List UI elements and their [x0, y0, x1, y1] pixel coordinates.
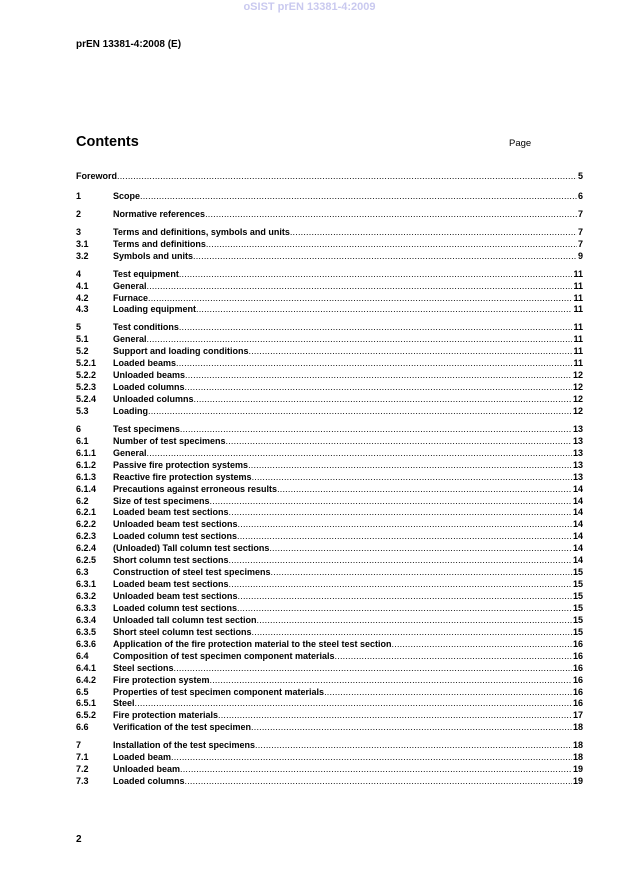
toc-entry-number: 5.2.2	[76, 370, 97, 381]
toc-entry-page: 11	[573, 268, 583, 279]
toc-entry-title: Unloaded tall column test section	[113, 614, 257, 625]
dot-leader	[194, 394, 572, 406]
toc-entry-title: Composition of test specimen component materials	[113, 650, 335, 661]
toc-entry-page: 14	[572, 531, 583, 542]
toc-entry-number: 5.2	[76, 346, 89, 357]
dot-leader	[185, 370, 572, 382]
toc-entry[interactable]	[76, 496, 583, 508]
toc-entry[interactable]	[76, 358, 583, 370]
dot-leader	[255, 740, 572, 752]
toc-entry[interactable]	[76, 567, 583, 579]
toc-entry-title: Symbols and units	[113, 250, 194, 261]
toc-entry-title: Terms and definitions	[113, 238, 206, 249]
dot-leader	[210, 675, 572, 687]
toc-entry-page: 6	[577, 190, 583, 201]
toc-entry-page: 12	[572, 370, 583, 381]
toc-entry-title: General	[113, 447, 147, 458]
toc-entry-title: Number of test specimens	[113, 435, 226, 446]
dot-leader	[218, 710, 572, 722]
toc-entry-title: Loading	[113, 405, 148, 416]
toc-entry-page: 12	[572, 382, 583, 393]
toc-entry-number: 3.2	[76, 250, 89, 261]
dot-leader	[237, 531, 572, 543]
toc-entry-page: 15	[572, 614, 583, 625]
toc-entry[interactable]	[76, 191, 583, 203]
toc-entry-page: 13	[572, 471, 583, 482]
toc-entry[interactable]	[76, 507, 583, 519]
toc-entry-number: 6.1.1	[76, 447, 97, 458]
toc-entry[interactable]	[76, 579, 583, 591]
toc-group	[76, 209, 583, 221]
dot-leader	[174, 663, 572, 675]
toc-entry[interactable]	[76, 171, 583, 183]
toc-entry-title: (Unloaded) Tall column test sections	[113, 543, 270, 554]
toc-entry-page: 14	[572, 507, 583, 518]
dot-leader	[229, 579, 572, 591]
toc-entry-title: Verification of the test specimen	[113, 722, 252, 733]
toc-entry[interactable]	[76, 394, 583, 406]
toc-entry-title: Loaded beam	[113, 752, 172, 763]
dot-leader	[229, 507, 572, 519]
toc-entry-title: Terms and definitions, symbols and units	[113, 226, 290, 237]
dot-leader	[324, 687, 572, 699]
toc-entry-page: 15	[572, 567, 583, 578]
contents-title: Contents	[76, 134, 139, 150]
dot-leader	[205, 209, 577, 221]
toc-entry-number: 6.3.5	[76, 626, 97, 637]
toc-entry-number: 6.3.3	[76, 602, 97, 613]
toc-entry[interactable]	[76, 555, 583, 567]
page-column-label: Page	[509, 138, 532, 149]
table-of-contents	[76, 171, 583, 794]
toc-entry-page: 11	[573, 280, 583, 291]
toc-entry-number: 5.3	[76, 405, 89, 416]
toc-entry-page: 18	[572, 740, 583, 751]
toc-entry-page: 11	[573, 292, 583, 303]
toc-group	[76, 227, 583, 263]
dot-leader	[257, 615, 572, 627]
toc-entry-page: 18	[572, 722, 583, 733]
toc-entry-page: 15	[572, 579, 583, 590]
dot-leader	[147, 281, 573, 293]
dot-leader	[252, 627, 572, 639]
toc-entry-page: 14	[572, 495, 583, 506]
toc-entry-page: 12	[572, 394, 583, 404]
toc-entry-title: Loaded columns	[113, 382, 185, 393]
toc-entry-title: Short steel column test sections	[113, 626, 252, 637]
toc-entry-page: 9	[577, 250, 583, 261]
toc-entry-title: Short column test sections	[113, 555, 229, 566]
dot-leader	[148, 293, 572, 305]
toc-entry-title: Normative references	[113, 208, 206, 219]
toc-entry[interactable]	[76, 424, 583, 436]
toc-entry-title: Loaded columns	[113, 776, 185, 787]
toc-entry-title: Steel	[113, 698, 135, 709]
dot-leader	[271, 567, 572, 579]
toc-entry-title: Construction of steel test specimens	[113, 567, 271, 578]
toc-entry-page: 16	[572, 662, 583, 673]
toc-entry-title: Loaded column test sections	[113, 531, 238, 542]
toc-group	[76, 171, 583, 183]
toc-entry-title: Precautions against erroneous results	[113, 483, 278, 494]
toc-entry-page: 14	[572, 543, 583, 554]
toc-group	[76, 424, 583, 734]
toc-entry-page: 5	[577, 171, 583, 181]
toc-entry[interactable]	[76, 764, 583, 776]
dot-leader	[147, 334, 573, 346]
toc-entry-title: Unloaded beams	[113, 370, 186, 381]
toc-entry[interactable]	[76, 710, 583, 722]
toc-entry[interactable]	[76, 239, 583, 251]
toc-entry-title: Fire protection system	[113, 674, 210, 685]
toc-entry-title: Unloaded beam test sections	[113, 519, 238, 530]
toc-entry-number: 6.1.3	[76, 471, 97, 482]
dot-leader	[290, 227, 577, 239]
dot-leader	[335, 651, 572, 663]
toc-entry[interactable]	[76, 346, 583, 358]
toc-entry[interactable]	[76, 591, 583, 603]
toc-entry-number: 6.2.5	[76, 555, 97, 566]
toc-entry-title: Loaded beam test sections	[113, 507, 229, 518]
dot-leader	[176, 358, 572, 370]
toc-entry[interactable]	[76, 334, 583, 346]
dot-leader	[237, 603, 572, 615]
toc-entry-title: Reactive fire protection systems	[113, 471, 252, 482]
toc-entry-title: Steel sections	[113, 662, 174, 673]
toc-entry-page: 15	[572, 602, 583, 613]
toc-entry-page: 16	[572, 638, 583, 649]
page-number: 2	[76, 834, 82, 845]
toc-entry[interactable]	[76, 436, 583, 448]
toc-entry-title: Loading equipment	[113, 304, 196, 315]
toc-entry-number: 6	[76, 423, 82, 434]
toc-entry-page: 13	[572, 459, 583, 470]
toc-entry[interactable]	[76, 627, 583, 639]
toc-entry-number: 6.2.1	[76, 507, 97, 518]
toc-entry-number: 7.1	[76, 752, 89, 763]
dot-leader	[249, 346, 573, 358]
toc-entry-page: 15	[572, 591, 583, 601]
toc-entry-page: 11	[573, 322, 583, 333]
dot-leader	[180, 424, 572, 436]
toc-entry-title: Size of test specimens	[113, 495, 210, 506]
watermark: oSIST prEN 13381-4:2009	[243, 1, 376, 13]
toc-entry[interactable]	[76, 209, 583, 221]
toc-entry-title: Application of the fire protection material to the steel test section	[113, 638, 392, 649]
toc-entry-title: Support and loading conditions	[113, 346, 249, 357]
toc-entry-page: 13	[572, 447, 583, 458]
dot-leader	[140, 191, 577, 203]
toc-entry[interactable]	[76, 752, 583, 764]
toc-entry-title: Foreword	[76, 171, 118, 181]
toc-entry-number: 5.2.1	[76, 358, 97, 369]
toc-entry-number: 6.1	[76, 435, 89, 446]
dot-leader	[238, 519, 572, 531]
dot-leader	[185, 776, 572, 788]
toc-entry-page: 16	[572, 674, 583, 685]
toc-entry-number: 6.4.2	[76, 674, 97, 685]
dot-leader	[392, 639, 572, 651]
toc-entry-page: 11	[573, 346, 583, 357]
toc-entry-number: 7.2	[76, 764, 89, 775]
toc-entry-page: 16	[572, 650, 583, 661]
toc-entry-number: 3	[76, 226, 82, 237]
toc-entry-number: 6.2.2	[76, 519, 97, 530]
toc-entry-page: 15	[572, 626, 583, 637]
toc-entry-title: Furnace	[113, 292, 149, 303]
toc-entry[interactable]	[76, 227, 583, 239]
toc-entry-title: General	[113, 280, 147, 291]
toc-entry[interactable]	[76, 370, 583, 382]
toc-entry-page: 16	[572, 686, 583, 697]
toc-entry-number: 7	[76, 740, 82, 751]
dot-leader	[171, 752, 572, 764]
toc-entry-number: 4.3	[76, 304, 89, 315]
toc-entry-number: 4.1	[76, 280, 89, 291]
toc-entry[interactable]	[76, 460, 583, 472]
toc-entry[interactable]	[76, 406, 583, 418]
toc-entry[interactable]	[76, 293, 583, 305]
toc-entry[interactable]	[76, 543, 583, 555]
dot-leader	[226, 436, 572, 448]
toc-entry[interactable]	[76, 304, 583, 316]
toc-entry-number: 6.3.4	[76, 614, 97, 625]
toc-entry-number: 6.5.1	[76, 698, 97, 709]
toc-entry-page: 7	[577, 208, 583, 219]
toc-entry-title: Unloaded beam	[113, 764, 181, 775]
toc-entry[interactable]	[76, 740, 583, 752]
toc-entry[interactable]	[76, 687, 583, 699]
dot-leader	[185, 382, 572, 394]
toc-entry[interactable]	[76, 269, 583, 281]
toc-entry-title: Fire protection materials	[113, 710, 219, 721]
toc-entry[interactable]	[76, 531, 583, 543]
toc-entry-title: Loaded beams	[113, 358, 177, 369]
toc-entry-number: 6.1.4	[76, 483, 97, 494]
document-header: prEN 13381-4:2008 (E)	[76, 39, 182, 50]
toc-entry-page: 11	[573, 334, 583, 345]
toc-entry-page: 7	[577, 238, 583, 249]
toc-entry-page: 14	[572, 555, 583, 566]
toc-entry-page: 11	[573, 358, 583, 369]
toc-entry-number: 2	[76, 208, 82, 219]
toc-entry[interactable]	[76, 519, 583, 531]
toc-entry-page: 12	[572, 405, 583, 416]
toc-entry-number: 6.2	[76, 495, 89, 506]
toc-entry-title: Installation of the test specimens	[113, 740, 256, 751]
toc-entry[interactable]	[76, 281, 583, 293]
toc-entry-number: 5	[76, 322, 82, 333]
toc-entry[interactable]	[76, 776, 583, 788]
toc-entry[interactable]	[76, 322, 583, 334]
toc-entry-number: 4.2	[76, 292, 89, 303]
toc-entry[interactable]	[76, 382, 583, 394]
toc-entry-number: 6.5	[76, 686, 89, 697]
toc-entry[interactable]	[76, 698, 583, 710]
dot-leader	[210, 496, 572, 508]
dot-leader	[238, 591, 572, 603]
dot-leader	[229, 555, 572, 567]
toc-entry-number: 6.3.6	[76, 638, 97, 649]
toc-group	[76, 269, 583, 317]
toc-entry-number: 3.1	[76, 238, 89, 249]
toc-entry-page: 13	[572, 423, 583, 434]
dot-leader	[196, 304, 572, 316]
toc-entry-title: Loaded beam test sections	[113, 579, 229, 590]
toc-entry-title: Test equipment	[113, 268, 179, 279]
dot-leader	[277, 484, 572, 496]
toc-group	[76, 322, 583, 418]
toc-entry-title: General	[113, 334, 147, 345]
toc-entry[interactable]	[76, 675, 583, 687]
toc-entry[interactable]	[76, 639, 583, 651]
dot-leader	[179, 322, 573, 334]
toc-entry-number: 6.3	[76, 567, 89, 578]
toc-entry-number: 1	[76, 190, 82, 201]
toc-entry-page: 11	[573, 304, 583, 315]
toc-entry[interactable]	[76, 448, 583, 460]
toc-entry-number: 5.2.4	[76, 394, 97, 404]
dot-leader	[179, 269, 573, 281]
dot-leader	[180, 764, 572, 776]
toc-entry-number: 6.6	[76, 722, 89, 733]
toc-entry-page: 16	[572, 698, 583, 709]
dot-leader	[251, 722, 572, 734]
toc-entry-title: Test specimens	[113, 423, 180, 434]
dot-leader	[252, 472, 572, 484]
dot-leader	[148, 406, 572, 418]
toc-entry-title: Scope	[113, 190, 141, 201]
toc-entry-number: 4	[76, 268, 82, 279]
toc-entry[interactable]	[76, 663, 583, 675]
toc-entry-page: 19	[572, 776, 583, 787]
dot-leader	[248, 460, 572, 472]
toc-entry-page: 19	[572, 764, 583, 775]
toc-entry-title: Loaded column test sections	[113, 602, 238, 613]
toc-entry[interactable]	[76, 603, 583, 615]
toc-entry-page: 14	[572, 483, 583, 494]
toc-entry-page: 13	[572, 435, 583, 446]
toc-entry-title: Test conditions	[113, 322, 179, 333]
toc-entry-page: 7	[577, 226, 583, 237]
toc-entry-title: Passive fire protection systems	[113, 459, 249, 470]
toc-entry-title: Unloaded columns	[113, 394, 194, 404]
toc-entry-number: 6.3.2	[76, 591, 97, 601]
dot-leader	[135, 698, 572, 710]
toc-entry[interactable]	[76, 615, 583, 627]
dot-leader	[269, 543, 572, 555]
dot-leader	[147, 448, 572, 460]
toc-entry-number: 6.5.2	[76, 710, 97, 721]
dot-leader	[117, 171, 577, 183]
toc-group	[76, 191, 583, 203]
toc-entry[interactable]	[76, 651, 583, 663]
toc-entry[interactable]	[76, 722, 583, 734]
toc-entry-number: 5.1	[76, 334, 89, 345]
toc-entry-number: 7.3	[76, 776, 89, 787]
toc-entry[interactable]	[76, 251, 583, 263]
toc-entry-number: 6.2.4	[76, 543, 97, 554]
toc-entry-number: 5.2.3	[76, 382, 97, 393]
toc-entry[interactable]	[76, 472, 583, 484]
toc-entry[interactable]	[76, 484, 583, 496]
toc-entry-number: 6.2.3	[76, 531, 97, 542]
toc-group	[76, 740, 583, 788]
toc-entry-number: 6.4	[76, 650, 89, 661]
toc-entry-number: 6.1.2	[76, 459, 97, 470]
toc-entry-page: 18	[572, 752, 583, 763]
toc-entry-number: 6.3.1	[76, 579, 97, 590]
toc-entry-title: Properties of test specimen component materials	[113, 686, 325, 697]
toc-entry-title: Unloaded beam test sections	[113, 591, 238, 601]
dot-leader	[206, 239, 577, 251]
dot-leader	[193, 251, 577, 263]
toc-entry-page: 14	[572, 519, 583, 530]
toc-entry-page: 17	[572, 710, 583, 721]
toc-entry-number: 6.4.1	[76, 662, 97, 673]
